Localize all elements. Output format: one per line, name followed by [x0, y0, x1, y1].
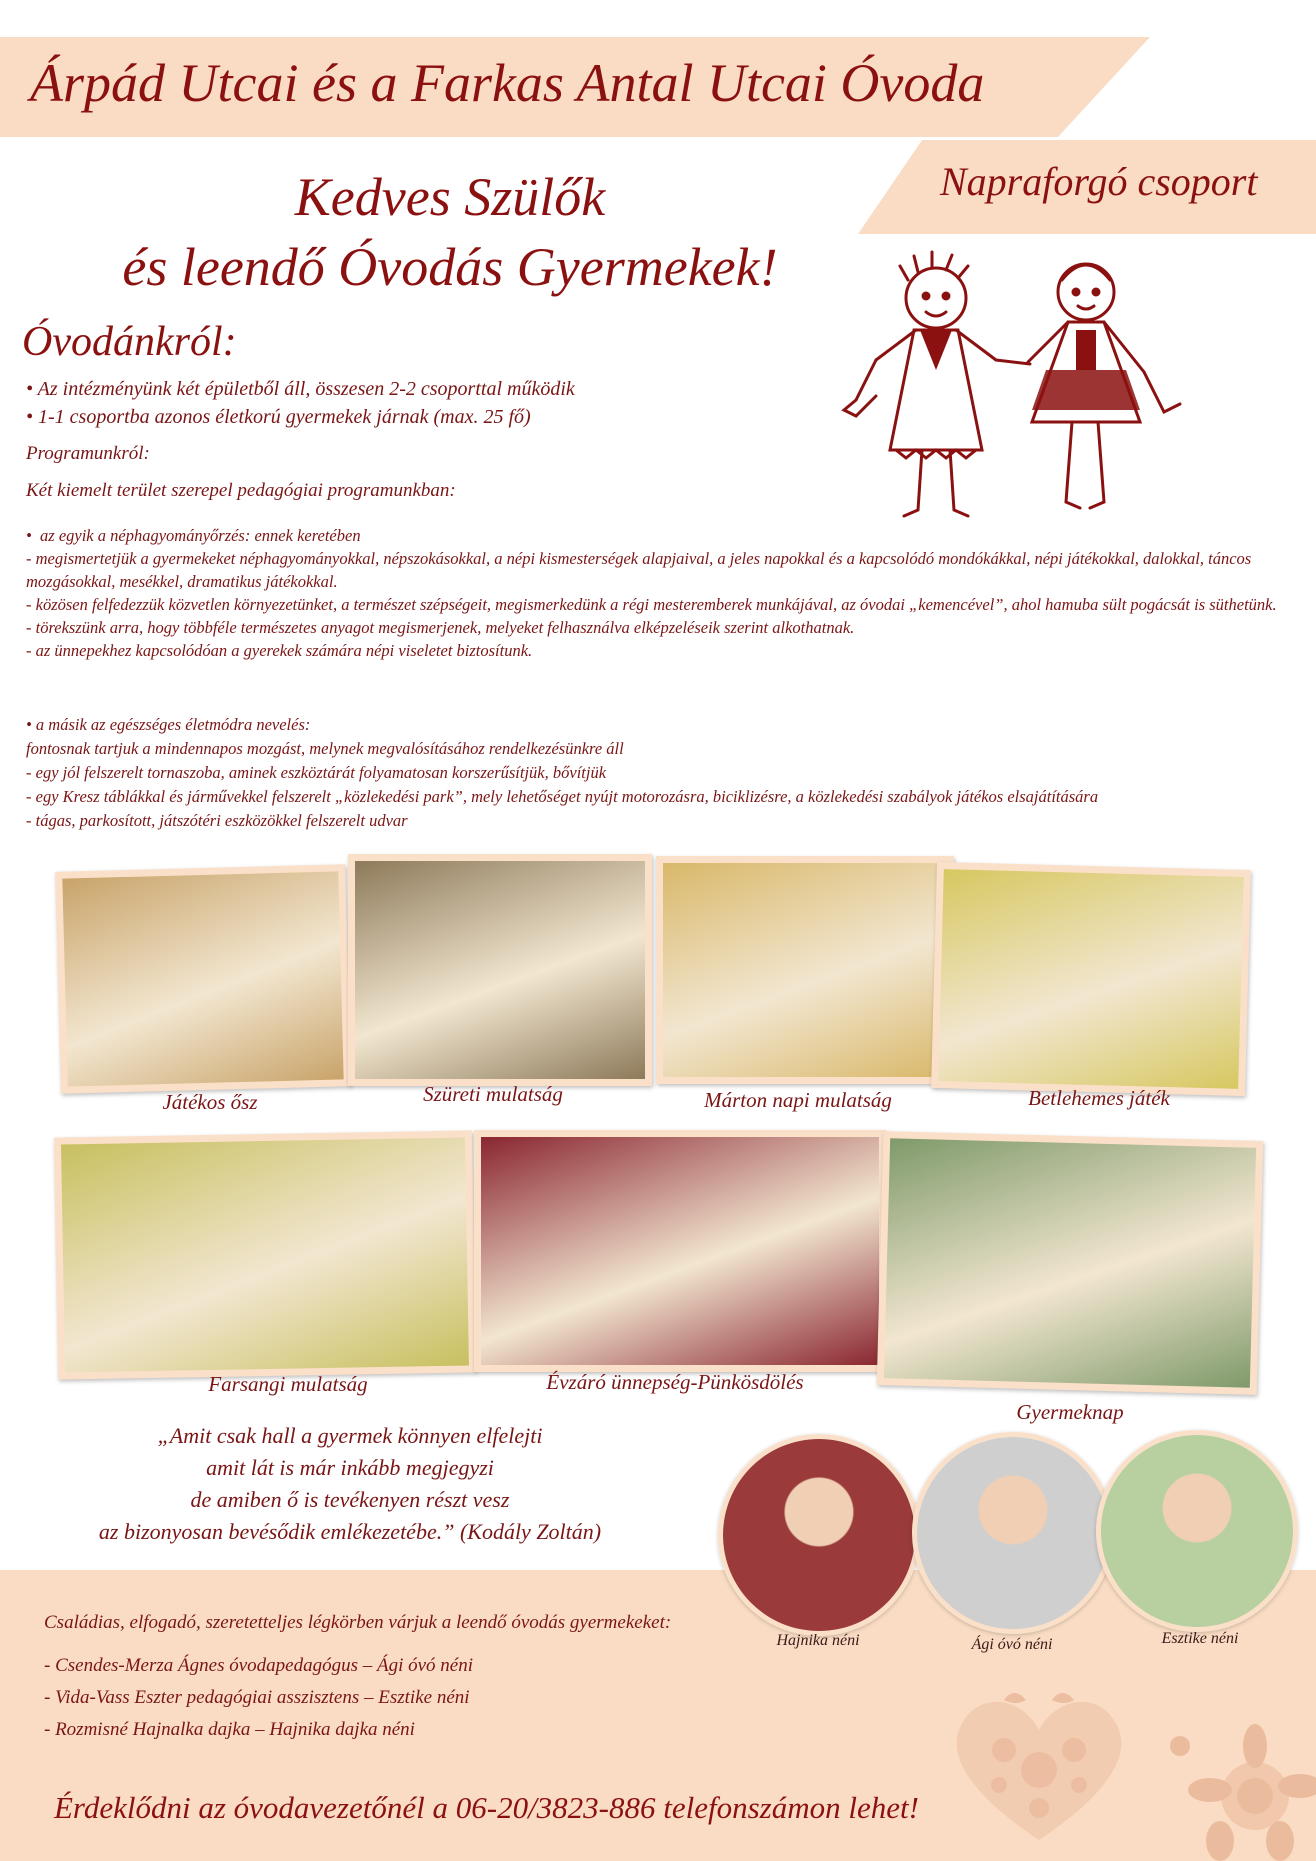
quote-line: „Amit csak hall a gyermek könnyen elfelejti: [157, 1423, 543, 1448]
group-name: Napraforgó csoport: [940, 159, 1258, 204]
health-line: - tágas, parkosított, játszótéri eszközökkel felszerelt udvar: [26, 811, 408, 830]
photo-caption: Márton napi mulatság: [704, 1088, 892, 1112]
portrait-image: [723, 1439, 915, 1631]
health-line: - egy jól felszerelt tornaszoba, aminek eszköztárát folyamatosan korszerűsítjük, bővítjük: [26, 763, 607, 782]
photo-harvest: [348, 854, 652, 1086]
portrait-caption: Esztike néni: [1161, 1630, 1239, 1647]
flower-ornament-icon: [1160, 1716, 1316, 1861]
program-intro: Két kiemelt terület szerepel pedagógiai programunkban:: [26, 480, 456, 501]
staff-list: [44, 1650, 473, 1746]
portrait-caption: Ági óvó néni: [971, 1636, 1053, 1653]
health-title: • a másik az egészséges életmódra nevelés:: [26, 715, 311, 734]
health-line: - egy Kresz táblákkal és járművekkel felszerelt „közlekedési park”, mely lehetőséget nyújt motorozásra, biciklizésre, a közlekedési szabályok játékos elsajátítására: [26, 787, 1099, 806]
tradition-line: - közösen felfedezzük közvetlen környezetünket, a természet szépségeit, megismerkedünk a régi mesteremberek munkájával, az óvodai „kemencével”, ahol hamuba sült pogácsát is süthetünk.: [26, 595, 1277, 614]
photo-nativity: [931, 862, 1251, 1096]
tradition-line: - törekszünk arra, hogy többféle természetes anyagot megismerjenek, melyeket felhasználva elképzeléseik szerint alkothatnak.: [26, 618, 855, 637]
portrait-esztike: [1096, 1430, 1298, 1632]
health-section: [26, 713, 1296, 833]
photo-image: [355, 861, 645, 1079]
kodaly-quote: [40, 1420, 660, 1548]
greeting-line-2: és leendő Óvodás Gyermekek!: [122, 237, 778, 297]
staff-member: - Rozmisné Hajnalka dajka – Hajnika dajka néni: [44, 1719, 415, 1740]
photo-martin-day: [656, 856, 954, 1084]
folk-children-illustration: [836, 250, 1186, 530]
portrait-image: [1101, 1435, 1293, 1627]
tradition-line: - az ünnepekhez kapcsolódóan a gyerekek számára népi viseletet biztosítunk.: [26, 641, 533, 660]
photo-image: [62, 871, 343, 1086]
photo-image: [884, 1138, 1256, 1387]
heart-ornament-icon: [944, 1680, 1134, 1850]
portrait-agi: [912, 1432, 1114, 1634]
health-line: fontosnak tartjuk a mindennapos mozgást, melynek megvalósításához rendelkezésünkre áll: [26, 739, 624, 758]
photo-image: [481, 1137, 879, 1365]
portrait-image: [917, 1437, 1109, 1629]
photo-caption: Gyermeknap: [1016, 1400, 1124, 1424]
photo-caption: Játékos ősz: [162, 1090, 258, 1114]
tradition-title: • az egyik a néphagyományőrzés: ennek keretében: [26, 526, 361, 545]
greeting-line-1: Kedves Szülők: [294, 167, 606, 227]
photo-childrens-day: [877, 1131, 1264, 1395]
tradition-section: [26, 524, 1296, 662]
staff-member: - Csendes-Merza Ágnes óvodapedagógus – Ági óvó néni: [44, 1655, 474, 1676]
staff-member: - Vida-Vass Eszter pedagógiai asszisztens – Esztike néni: [44, 1687, 470, 1708]
about-bullets: [26, 375, 575, 431]
quote-line: de amiben ő is tevékenyen részt vesz: [190, 1487, 510, 1512]
quote-line: az bizonyosan bevésődik emlékezetébe.” (Kodály Zoltán): [98, 1519, 602, 1544]
portrait-caption: Hajnika néni: [776, 1632, 860, 1649]
greeting: [60, 162, 840, 302]
photo-caption: Szüreti mulatság: [423, 1082, 563, 1106]
page-title: Árpád Utcai és a Farkas Antal Utcai Óvoda: [30, 53, 985, 113]
photo-caption: Évzáró ünnepség-Pünkösdölés: [546, 1370, 804, 1394]
photo-autumn: [55, 864, 351, 1094]
quote-line: amit lát is már inkább megjegyzi: [206, 1455, 494, 1480]
program-heading: Programunkról:: [26, 443, 150, 464]
portrait-hajnika: [718, 1434, 920, 1636]
photo-carnival: [54, 1130, 476, 1379]
staff-intro: Családias, elfogadó, szeretetteljes légkörben várjuk a leendő óvodás gyermekeket:: [44, 1612, 672, 1633]
photo-image: [61, 1137, 469, 1372]
contact-info: Érdeklődni az óvodavezetőnél a 06-20/3823-886 telefonszámon lehet!: [54, 1790, 919, 1825]
tradition-line: - megismertetjük a gyermekeket néphagyományokkal, népszokásokkal, a népi kismesterségek alapjaival, a jeles napokkal és a kapcsolódó mondókákkal, népi játékokkal, dalokkal, táncos mozgásokkal, mesékkel, dramatikus játékokkal.: [26, 549, 1252, 591]
about-bullet-2: • 1-1 csoportba azonos életkorú gyermekek járnak (max. 25 fő): [26, 406, 531, 428]
photo-image: [938, 869, 1243, 1089]
about-bullet-1: • Az intézményünk két épületből áll, összesen 2-2 csoporttal működik: [26, 378, 575, 400]
photo-image: [663, 863, 947, 1077]
about-heading: Óvodánkról:: [22, 319, 237, 365]
photo-caption: Farsangi mulatság: [208, 1372, 368, 1396]
photo-caption: Betlehemes játék: [1028, 1086, 1170, 1110]
photo-year-end: [474, 1130, 886, 1372]
